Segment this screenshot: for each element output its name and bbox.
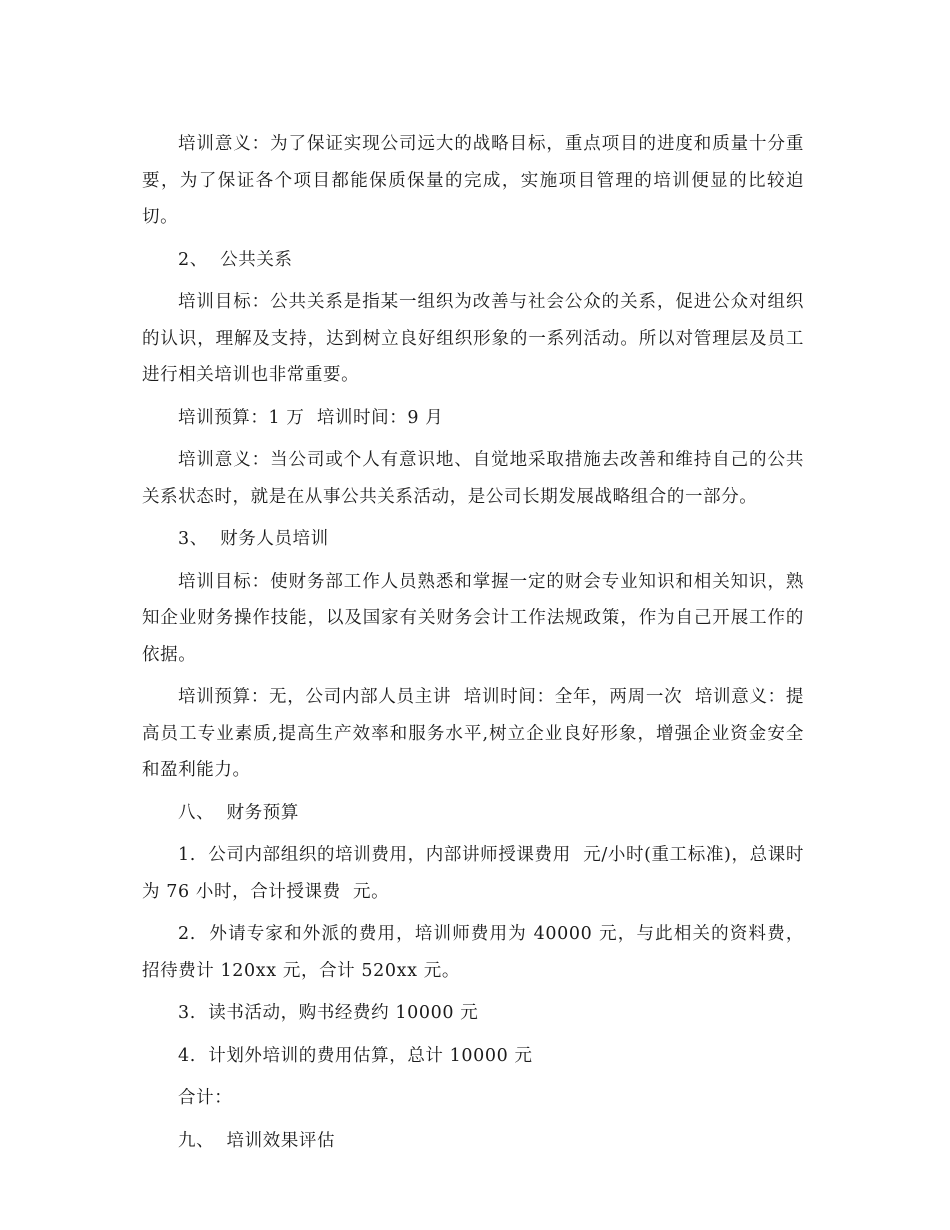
heading-training-evaluation: 九、 培训效果评估 <box>178 1130 336 1151</box>
paragraph-project-training-significance: 培训意义：为了保证实现公司远大的战略目标，重点项目的进度和质量十分重要，为了保证各个项目都能保质保量的完成，实施项目管理的培训便显的比较迫切。 <box>142 134 804 227</box>
heading-finance-staff-training: 3、 财务人员培训 <box>178 529 329 549</box>
list-item-reading-activity: 3. 读书活动，购书经费约 10000 元 <box>178 1003 479 1023</box>
heading-public-relations: 2、 公共关系 <box>178 249 293 270</box>
paragraph-pr-training-budget: 培训预算：1 万 培训时间：9 月 <box>178 407 444 428</box>
paragraph-pr-training-significance: 培训意义：当公司或个人有意识地、自觉地采取措施去改善和维持自己的公共关系状态时，就是在从事公共关系活动，是公司长期发展战略组合的一部分。 <box>142 450 804 507</box>
paragraph-finance-training-goal: 培训目标：使财务部工作人员熟悉和掌握一定的财会专业知识和相关知识，熟知企业财务操作技能，以及国家有关财务会计工作法规政策，作为自己开展工作的依据。 <box>142 571 804 665</box>
list-item-unplanned-training-cost: 4. 计划外培训的费用估算，总计 10000 元 <box>178 1045 533 1066</box>
paragraph-pr-training-goal: 培训目标：公共关系是指某一组织为改善与社会公众的关系，促进公众对组织的认识，理解及支持，达到树立良好组织形象的一系列活动。所以对管理层及员工进行相关培训也非常重要。 <box>142 292 804 385</box>
paragraph-finance-training-budget: 培训预算：无，公司内部人员主讲 培训时间：全年，两周一次 培训意义：提高员工专业素质,提高生产效率和服务水平,树立企业良好形象，增强企业资金安全和盈利能力。 <box>142 687 804 780</box>
heading-financial-budget: 八、 财务预算 <box>178 802 299 823</box>
document-body <box>142 126 804 1165</box>
list-item-external-expert-cost: 2. 外请专家和外派的费用，培训师费用为 40000 元，与此相关的资料费，招待费计 120xx 元，合计 520xx 元。 <box>142 924 804 981</box>
list-item-internal-training-cost: 1. 公司内部组织的培训费用，内部讲师授课费用 元/小时(重工标准)，总课时为 76 小时，合计授课费 元。 <box>142 845 804 902</box>
paragraph-total: 合计： <box>178 1088 233 1108</box>
